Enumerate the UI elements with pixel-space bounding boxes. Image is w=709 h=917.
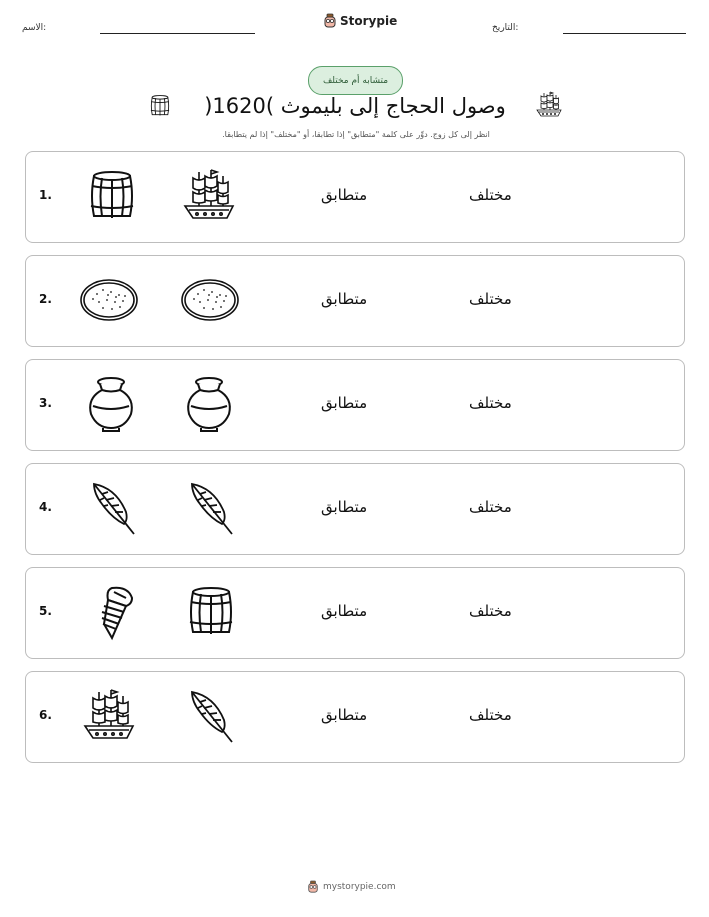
match-option[interactable]: متطابق (321, 394, 368, 412)
different-option[interactable]: مختلف (469, 186, 512, 204)
pot-icon (179, 374, 239, 434)
different-option[interactable]: مختلف (469, 602, 512, 620)
pair-row-5 (25, 567, 685, 659)
match-option[interactable]: متطابق (321, 498, 368, 516)
screw-icon (82, 582, 142, 642)
ship-icon (179, 166, 239, 226)
footer (307, 880, 396, 894)
match-option[interactable]: متطابق (321, 290, 368, 308)
pair-row-3 (25, 359, 685, 451)
row-number: 5. (39, 604, 52, 618)
activity-badge: متشابه أم مختلف (308, 66, 403, 95)
different-option[interactable]: مختلف (469, 498, 512, 516)
different-option[interactable]: مختلف (469, 394, 512, 412)
name-line[interactable] (100, 33, 255, 34)
row-number: 6. (39, 708, 52, 722)
flatbread-icon (79, 270, 139, 330)
feather-icon (180, 686, 240, 746)
feather-icon (82, 478, 142, 538)
worksheet-title: وصول الحجاج إلى بليموث )1620( (204, 94, 506, 118)
match-option[interactable]: متطابق (321, 602, 368, 620)
date-label: التاريخ: (492, 23, 519, 33)
match-option[interactable]: متطابق (321, 186, 368, 204)
footer-site[interactable]: mystorypie.com (323, 882, 396, 892)
feather-icon (180, 478, 240, 538)
pot-icon (81, 374, 141, 434)
barrel-icon (181, 582, 241, 642)
title-ship-icon (534, 90, 564, 120)
row-number: 3. (39, 396, 52, 410)
title-barrel-icon (147, 91, 173, 121)
barrel-icon (82, 166, 142, 226)
name-label: الاسم: (22, 23, 47, 33)
different-option[interactable]: مختلف (469, 706, 512, 724)
row-number: 4. (39, 500, 52, 514)
instructions: انظر إلى كل زوج. دوِّر على كلمة "متطابق" إذا تطابقا، أو "مختلف" إذا لم يتطابقا. (222, 130, 490, 139)
brand-name: Storypie (340, 14, 398, 28)
mascot-icon (307, 880, 319, 894)
pair-row-1 (25, 151, 685, 243)
pair-row-2 (25, 255, 685, 347)
flatbread-icon (180, 270, 240, 330)
ship-icon (79, 686, 139, 746)
pair-row-4 (25, 463, 685, 555)
date-line[interactable] (563, 33, 686, 34)
pair-row-6 (25, 671, 685, 763)
different-option[interactable]: مختلف (469, 290, 512, 308)
mascot-icon (323, 13, 337, 29)
match-option[interactable]: متطابق (321, 706, 368, 724)
storypie-logo (323, 13, 397, 29)
row-number: 2. (39, 292, 52, 306)
row-number: 1. (39, 188, 52, 202)
